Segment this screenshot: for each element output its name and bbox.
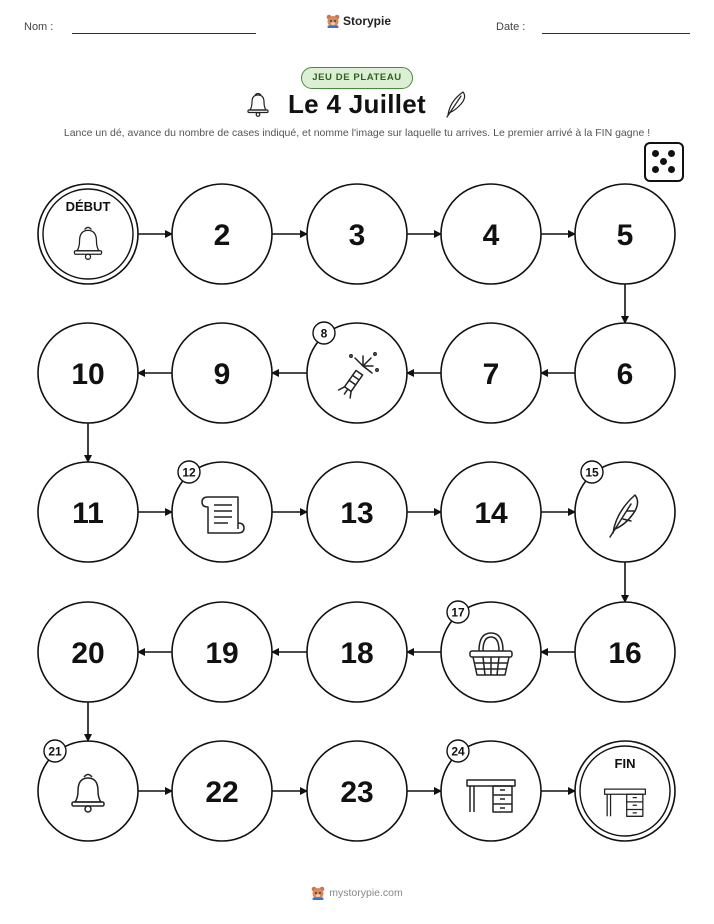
board-cell: [441, 462, 541, 562]
cell-label: 19: [205, 637, 239, 670]
board-cell: [441, 601, 541, 702]
cell-label: 12: [182, 465, 196, 480]
board-cell: [575, 602, 675, 702]
cell-label: 3: [348, 219, 366, 252]
name-label: Nom :: [24, 21, 54, 33]
footer: [0, 886, 714, 900]
cell-label: 7: [482, 358, 500, 391]
board-cell: [307, 462, 407, 562]
board-cell: [307, 741, 407, 841]
cell-label: DÉBUT: [65, 199, 111, 214]
cell-label: FIN: [614, 756, 636, 771]
board-cell: [575, 461, 675, 562]
cell-label: 13: [340, 497, 374, 530]
board-cell: [307, 602, 407, 702]
cell-label: 23: [340, 776, 374, 809]
cell-label: 16: [608, 637, 642, 670]
cell-label: 21: [48, 744, 62, 759]
cell-label: 5: [616, 219, 634, 252]
date-label: Date :: [496, 21, 526, 33]
cell-label: 9: [213, 358, 231, 391]
board-cell: [307, 322, 407, 423]
cell-label: 22: [205, 776, 239, 809]
page-title: Le 4 Juillet: [288, 89, 426, 119]
instructions: Lance un dé, avance du nombre de cases indiqué, et nomme l'image sur laquelle tu arrives. Le premier arrivé à la FIN gagne !: [63, 127, 651, 139]
board-cell: [38, 184, 138, 284]
board-cell: [441, 323, 541, 423]
cell-label: 10: [71, 358, 105, 391]
cell-label: 24: [451, 744, 465, 759]
cell-label: 15: [585, 465, 599, 480]
board-cell: [172, 184, 272, 284]
board-cell: [307, 184, 407, 284]
board-cell: [172, 602, 272, 702]
footer-url: mystorypie.com: [329, 887, 403, 899]
board-cell: [172, 323, 272, 423]
board-cell: [575, 741, 675, 841]
board-cell: [38, 740, 138, 841]
board-cell: [38, 462, 138, 562]
cell-label: 6: [616, 358, 634, 391]
game-type-badge: JEU DE PLATEAU: [301, 67, 413, 89]
board-cell: [172, 741, 272, 841]
cell-label: 2: [213, 219, 231, 252]
cell-label: 8: [320, 326, 328, 341]
board-cell: [441, 740, 541, 841]
board-cell: [38, 602, 138, 702]
board-cell: [172, 461, 272, 562]
bear-logo-icon: [311, 886, 325, 900]
board-cell: [38, 323, 138, 423]
cell-label: 18: [340, 637, 374, 670]
cell-label: 17: [451, 605, 465, 620]
brand-name: Storypie: [343, 14, 392, 28]
board-cell: [575, 184, 675, 284]
board-cell: [575, 323, 675, 423]
cell-label: 11: [72, 497, 104, 530]
cell-label: 20: [71, 637, 105, 670]
cell-label: 4: [482, 219, 500, 252]
cell-label: 14: [474, 497, 508, 530]
board-cell: [441, 184, 541, 284]
